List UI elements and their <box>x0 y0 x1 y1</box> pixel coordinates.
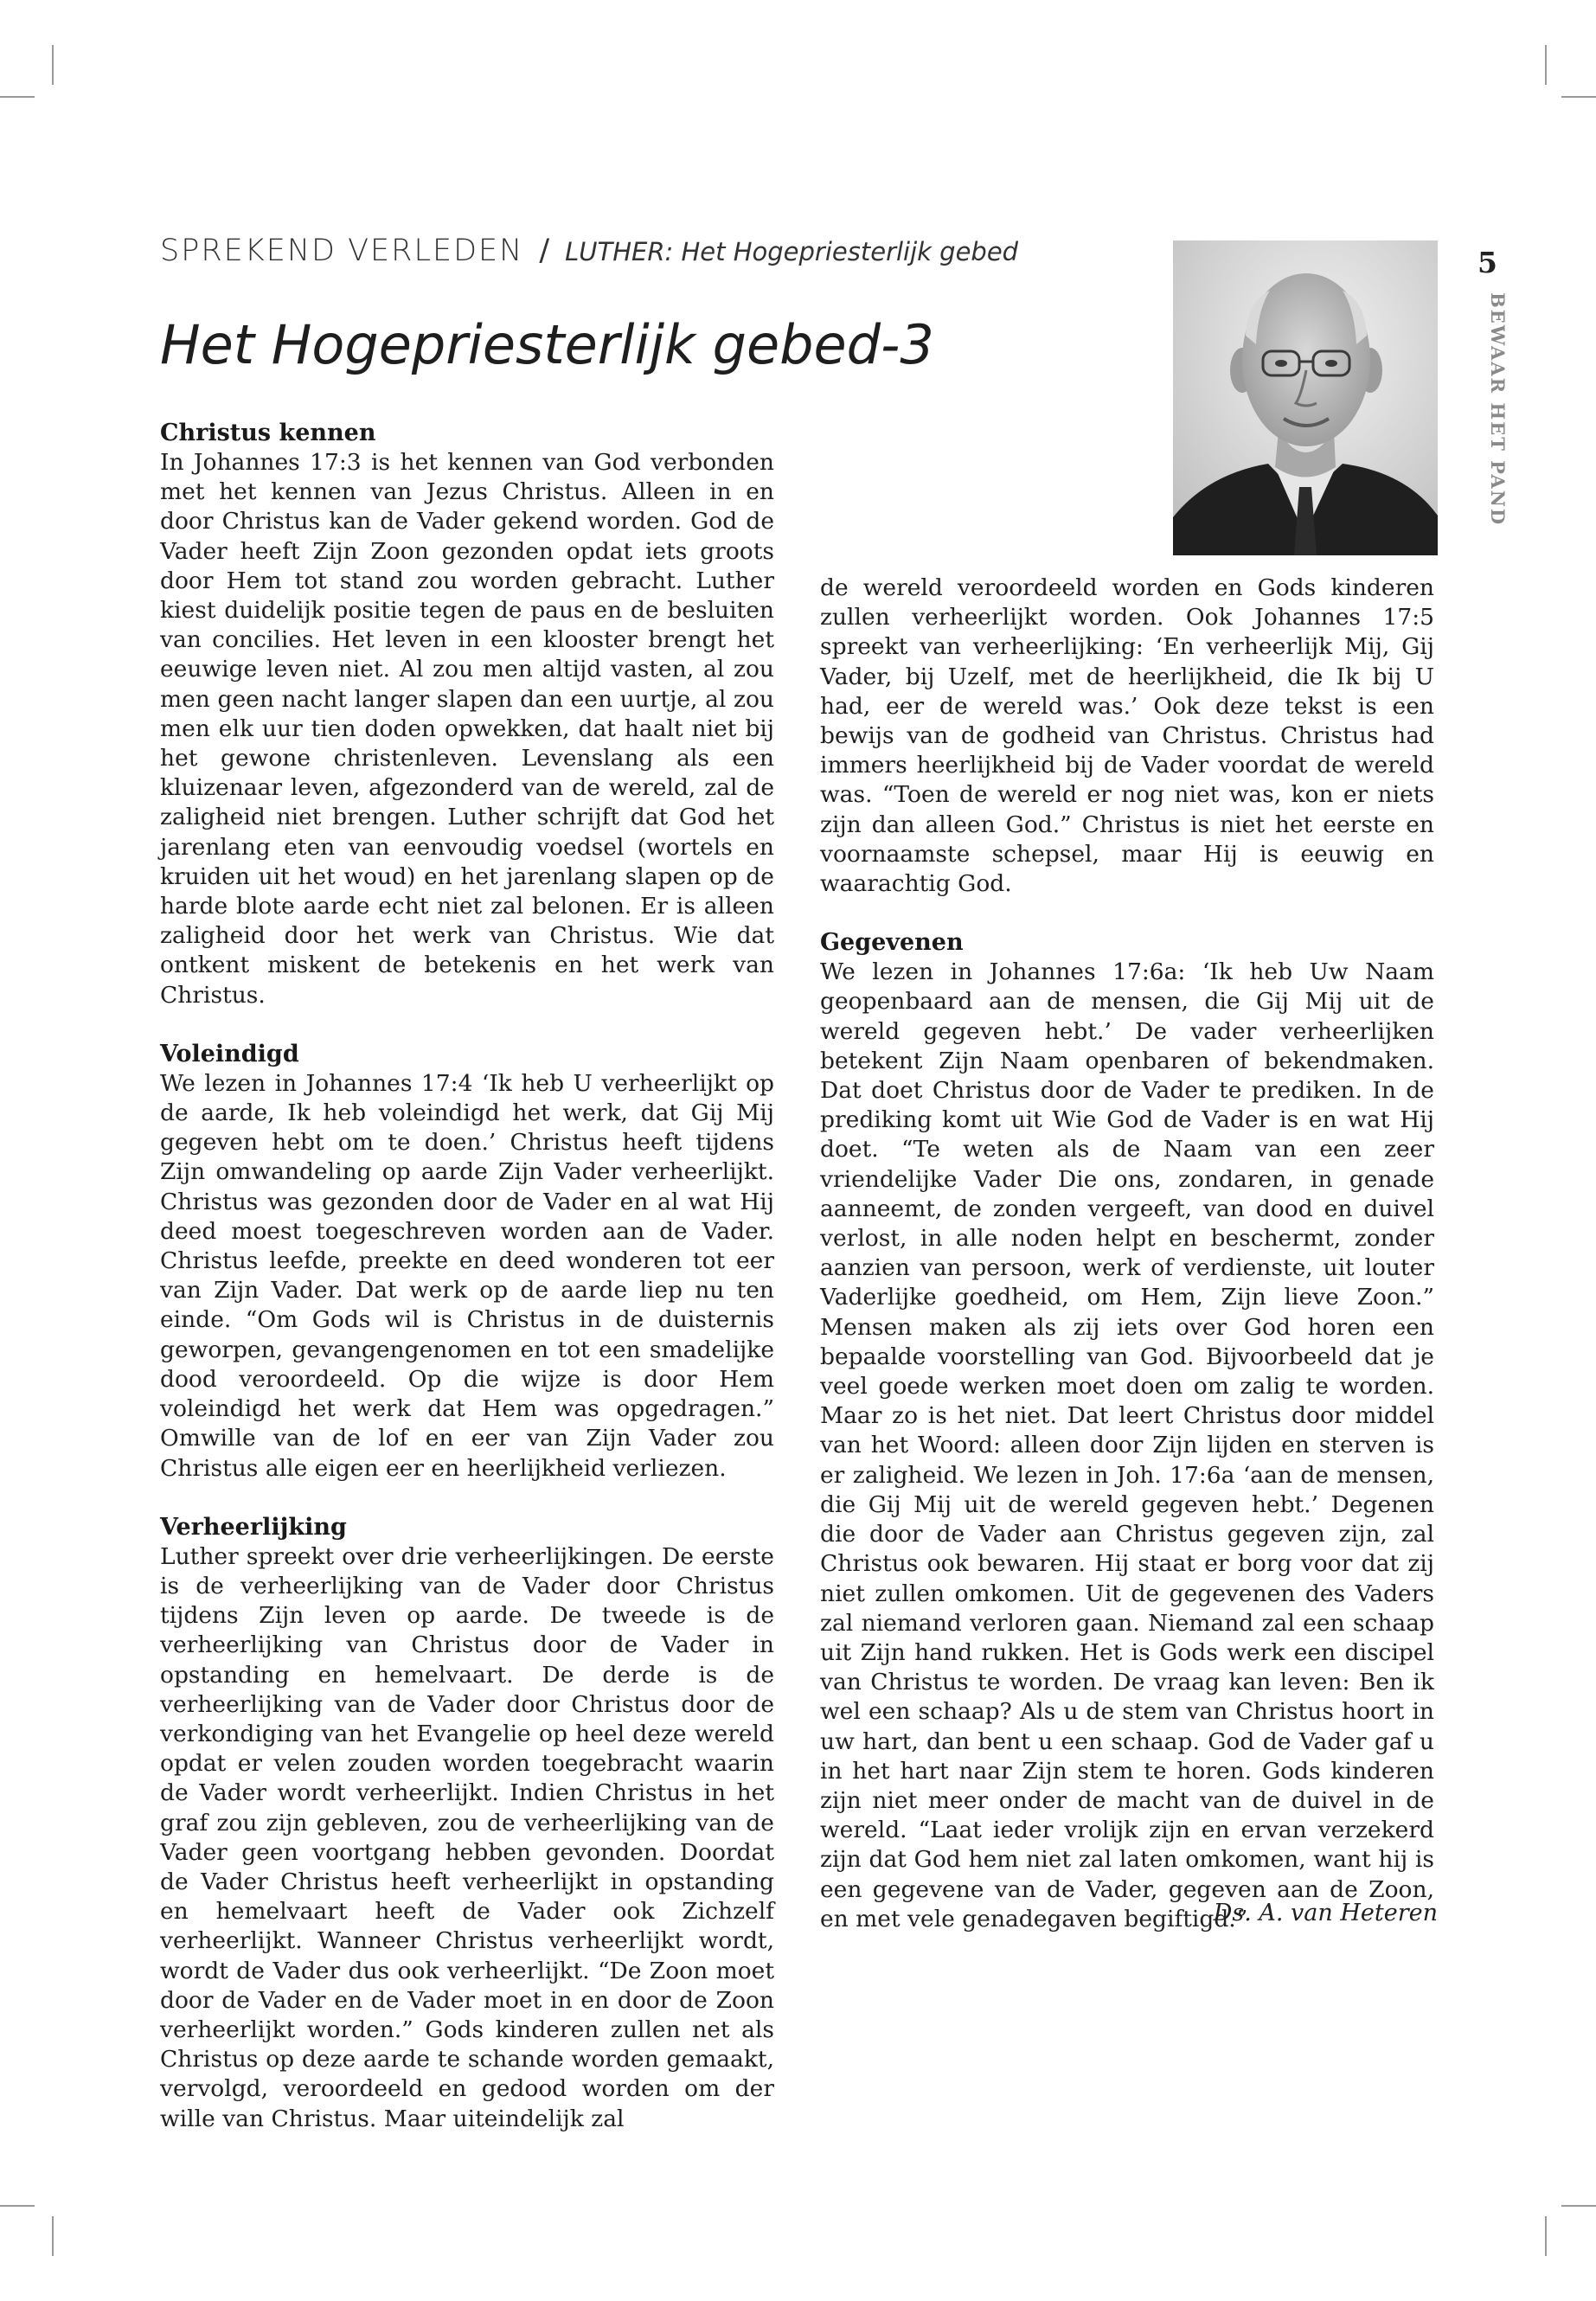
right-column <box>820 574 1434 1934</box>
article-title: Het Hogepriesterlijk gebed-3 <box>160 313 934 376</box>
crop-mark-top-right-vertical <box>1545 45 1547 85</box>
paragraph-gap <box>160 1010 774 1040</box>
paragraph-voleindigd: We lezen in Johannes 17:4 ‘Ik heb U verheerlijkt op de aarde, Ik heb voleindigd het werk, dat Gij Mij gegeven hebt om te doen.’ Christus heeft tijdens Zijn omwandeling op aarde Zijn Vader verheerlijkt. Christus was gezonden door de Vader en al wat Hij deed moest toegeschreven worden aan de Vader. Christus leefde, preekte en deed wonderen tot eer van Zijn Vader. Dat werk op de aarde liep nu ten einde. “Om Gods wil is Christus in de duisternis geworpen, gevangengenomen en tot een smadelijke dood veroordeeld. Op die wijze is door Hem voleindigd het werk dat Hem was opgedragen.” Omwille van de lof en eer van Zijn Vader zou Christus alle eigen eer en heerlijkheid verliezen. <box>160 1069 774 1482</box>
section-heading-voleindigd: Voleindigd <box>160 1040 299 1067</box>
crop-mark-top-left-horizontal <box>0 96 35 98</box>
crop-mark-bottom-left-horizontal <box>0 2205 35 2207</box>
crop-mark-top-right-horizontal <box>1561 96 1596 98</box>
paragraph-christus-kennen: In Johannes 17:3 is het kennen van God verbonden met het kennen van Jezus Christus. Alleen in en door Christus kan de Vader gekend worden. God de Vader heeft Zijn Zoon gezonden opdat iets groots door Hem tot stand zou worden gebracht. Luther kiest duidelijk positie tegen de paus en de besluiten van concilies. Het leven in een klooster brengt het eeuwige leven niet. Al zou men altijd vasten, al zou men geen nacht langer slapen dan een uurtje, al zou men elk uur tien doden opwekken, dat haalt niet bij het gewone christenleven. Levenslang als een kluizenaar leven, afgezonderd van de wereld, zal de zaligheid niet brengen. Luther schrijft dat God het jarenlang eten van eenvoudig voedsel (wortels en kruiden uit het woud) en het jarenlang slapen op de harde blote aarde echt niet zal belonen. Er is alleen zaligheid door het werk van Christus. Wie dat ontkent miskent de betekenis en het werk van Christus. <box>160 449 774 1009</box>
paragraph-gap <box>160 1484 774 1513</box>
author-signature: Ds. A. van Heteren <box>1213 1900 1438 1926</box>
header-separator: / <box>539 234 550 268</box>
crop-mark-top-left-vertical <box>52 45 54 85</box>
crop-mark-bottom-right-vertical <box>1545 2216 1547 2256</box>
paragraph-continuation: de wereld veroordeeld worden en Gods kinderen zullen verheerlijkt worden. Ook Johannes 17:5 spreekt van verheerlijking: ‘En verheerlijk Mij, Gij Vader, bij Uzelf, met de heerlijkheid, die Ik bij U had, eer de wereld was.’ Ook deze tekst is een bewijs van de godheid van Christus. Christus had immers heerlijkheid bij de Vader voordat de wereld was. “Toen de wereld er nog niet was, kon er niets zijn dan alleen God.” Christus is niet het eerste en voornaamste schepsel, maar Hij is eeuwig en waarachtig God. <box>820 574 1434 898</box>
section-header <box>160 234 1018 268</box>
paragraph-gegevenen: We lezen in Johannes 17:6a: ‘Ik heb Uw Naam geopenbaard aan de mensen, die Gij Mij uit de wereld gegeven hebt.’ De vader verheerlijken betekent Zijn Naam openbaren of bekendmaken. Dat doet Christus door de Vader te prediken. In de prediking komt uit Wie God de Vader is en wat Hij doet. “Te weten als de Naam van een zeer vriendelijke Vader Die ons, zondaren, in genade aanneemt, de zonden vergeeft, van dood en duivel verlost, in alle noden helpt en beschermt, zonder aanzien van persoon, werk of verdienste, uit louter Vaderlijke goedheid, om Hem, Zijn lieve Zoon.” Mensen maken als zij iets over God horen een bepaalde voorstelling van God. Bijvoorbeeld dat je veel goede werken moet doen om zalig te worden. Maar zo is het niet. Dat leert Christus door middel van het Woord: alleen door Zijn lijden en sterven is er zaligheid. We lezen in Joh. 17:6a ‘aan de mensen, die Gij Mij uit de wereld gegeven hebt.’ Degenen die door de Vader aan Christus gegeven zijn, zal Christus ook bewaren. Hij staat er borg voor dat zij niet zullen omkomen. Uit de gegevenen des Vaders zal niemand verloren gaan. Niemand zal een schaap uit Zijn hand rukken. Het is Gods werk een discipel van Christus te worden. De vraag kan leven: Ben ik wel een schaap? Als u de stem van Christus hoort in uw hart, dan bent u een schaap. God de Vader gaf u in het hart naar Zijn stem te horen. Gods kinderen zijn niet meer onder de macht van de duivel in de wereld. “Laat ieder vrolijk zijn en ervan verzekerd zijn dat God hem niet zal laten omkomen, want hij is een gegevene van de Vader, gegeven aan de Zoon, en met vele genadegaven begiftigd.” <box>820 958 1434 1932</box>
paragraph-verheerlijking: Luther spreekt over drie verheerlijkingen. De eerste is de verheerlijking van de Vader door Christus tijdens Zijn leven op aarde. De tweede is de verheerlijking van Christus door de Vader in opstanding en hemelvaart. De derde is de verheerlijking van de Vader door Christus door de verkondiging van het Evangelie op heel deze wereld opdat er velen zouden worden toegebracht waarin de Vader wordt verheerlijkt. Indien Christus in het graf zou zijn gebleven, zou de verheerlijking van de Vader geen voortgang hebben gevonden. Doordat de Vader Christus heeft verheerlijkt in opstanding en hemelvaart heeft de Vader ook Zichzelf verheerlijkt. Wanneer Christus verheerlijkt wordt, wordt de Vader dus ook verheerlijkt. “De Zoon moet door de Vader en de Vader moet in en door de Zoon verheerlijkt worden.” Gods kinderen zullen net als Christus op deze aarde te schande worden gemaakt, vervolgd, veroordeeld en gedood worden om der wille van Christus. Maar uiteindelijk zal <box>160 1542 774 2132</box>
running-title: BEWAAR HET PAND <box>1487 292 1509 527</box>
page-number: 5 <box>1477 246 1497 279</box>
crop-mark-bottom-left-vertical <box>52 2216 54 2256</box>
section-label: SPREKEND VERLEDEN <box>160 234 524 268</box>
subsection-label: LUTHER: Het Hogepriesterlijk gebed <box>565 237 1019 266</box>
section-heading-gegevenen: Gegevenen <box>820 929 964 957</box>
crop-mark-bottom-right-horizontal <box>1561 2205 1596 2207</box>
paragraph-gap <box>820 899 1434 928</box>
author-photo <box>1173 240 1438 555</box>
section-heading-verheerlijking: Verheerlijking <box>160 1513 347 1541</box>
left-column <box>160 419 774 2134</box>
section-heading-christus-kennen: Christus kennen <box>160 420 376 446</box>
